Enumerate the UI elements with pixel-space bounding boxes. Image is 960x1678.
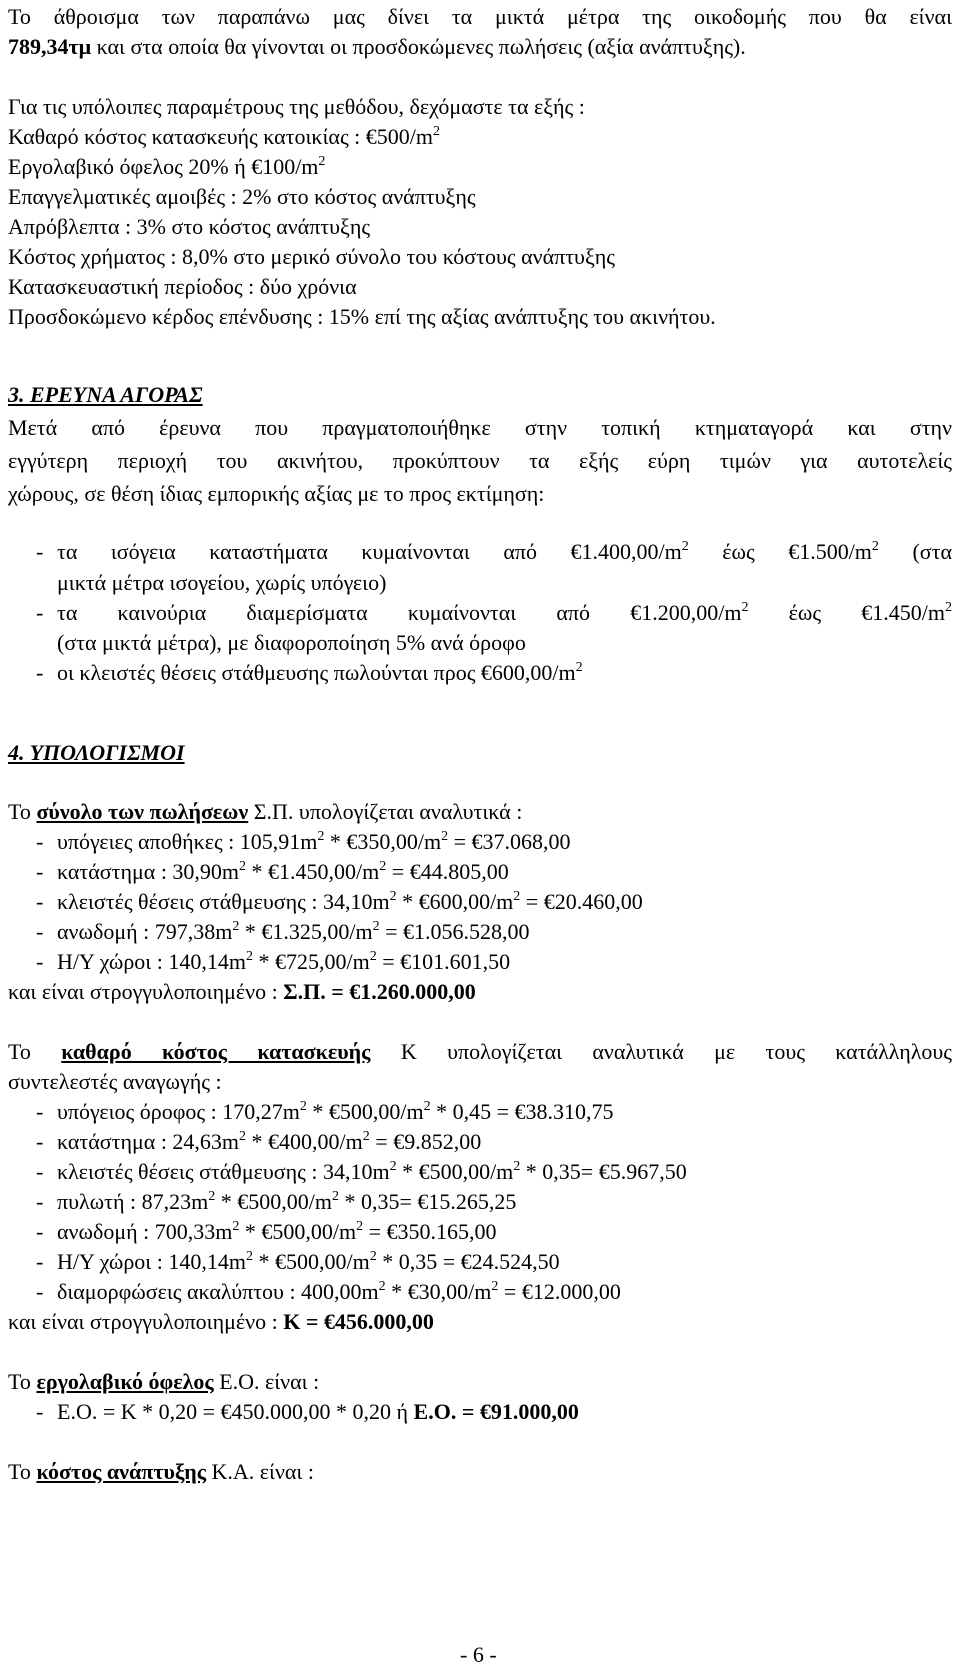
cost-total-value: Κ = €456.000,00 [283, 1309, 434, 1334]
dev-cost-intro: Το κόστος ανάπτυξης Κ.Α. είναι : [8, 1459, 314, 1484]
page-number: - 6 - [460, 1642, 497, 1667]
bullet-dash: - [36, 600, 44, 625]
cost-item-upper-floors: ανωδομή : $700,33m^2$ * $€500,00/m^2$ = €350.165,00 [57, 1219, 497, 1244]
param-period: Κατασκευαστική περίοδος : δύο χρόνια [8, 274, 357, 299]
market-item-shops: τα ισόγεια καταστήματα κυμαίνονται από $€1.400,00/m^2$ έως $€1.500/m^2$ (στα [57, 539, 952, 564]
market-item-apartments: τα καινούρια διαμερίσματα κυμαίνονται από $€1.200,00/m^2$ έως $€1.450/m^2$ [57, 600, 952, 625]
market-item-parking: οι κλειστές θέσεις στάθμευσης πωλούνται προς $€600,00/m^2$ [57, 660, 583, 685]
profit-total-value: Ε.Ο. = €91.000,00 [413, 1399, 579, 1424]
cost-intro-line-2: συντελεστές αναγωγής : [8, 1069, 222, 1094]
bullet-dash: - [36, 1159, 44, 1184]
bullet-dash: - [36, 949, 44, 974]
cost-item-shop: κατάστημα : $24,63m^2$ * $€400,00/m^2$ = €9.852,00 [57, 1129, 482, 1154]
bullet-dash: - [36, 1129, 44, 1154]
cost-item-landscaping: διαμορφώσεις ακαλύπτου : $400,00m^2$ * $€30,00/m^2$ = €12.000,00 [57, 1279, 621, 1304]
bullet-dash: - [36, 1249, 44, 1274]
cost-total: και είναι στρογγυλοποιημένο : Κ = €456.000,00 [8, 1309, 434, 1334]
bullet-dash: - [36, 829, 44, 854]
calc-heading: 4. ΥΠΟΛΟΓΙΣΜΟΙ [8, 740, 185, 765]
bullet-dash: - [36, 1099, 44, 1124]
profit-intro: Το εργολαβικό όφελος Ε.Ο. είναι : [8, 1369, 320, 1394]
market-paragraph-line-1: Μετά από έρευνα που πραγματοποιήθηκε στην τοπική κτηματαγορά και στην [8, 415, 952, 440]
sales-item-parking: κλειστές θέσεις στάθμευσης : $34,10m^2$ * $€600,00/m^2$ = €20.460,00 [57, 889, 643, 914]
sales-item-storage: υπόγειες αποθήκες : $105,91m^2$ * $€350,00/m^2$ = €37.068,00 [57, 829, 571, 854]
profit-calc: Ε.Ο. = Κ * 0,20 = €450.000,00 * 0,20 ή Ε.Ο. = €91.000,00 [57, 1399, 579, 1424]
intro-line-1: Το άθροισμα των παραπάνω μας δίνει τα μικτά μέτρα της οικοδομής που θα είναι [8, 4, 952, 29]
intro-line-2: 789,34τμ και στα οποία θα γίνονται οι προσδοκώμενες πωλήσεις (αξία ανάπτυξης). [8, 34, 746, 59]
total-area-value: 789,34τμ [8, 34, 92, 59]
bullet-dash: - [36, 539, 44, 564]
cost-item-mech-rooms: Η/Υ χώροι : $140,14m^2$ * $€500,00/m^2 * 0,35$ = €24.524,50 [57, 1249, 560, 1274]
bullet-dash: - [36, 859, 44, 884]
params-header: Για τις υπόλοιπες παραμέτρους της μεθόδου, δεχόμαστε τα εξής : [8, 94, 585, 119]
param-contractor-profit: Εργολαβικό όφελος 20% ή $€100/m^2$ [8, 154, 326, 179]
sales-total: και είναι στρογγυλοποιημένο : Σ.Π. = €1.260.000,00 [8, 979, 476, 1004]
cost-intro-line-1: Το καθαρό κόστος κατασκευής Κ υπολογίζεται αναλυτικά με τους κατάλληλους [8, 1039, 952, 1064]
param-fees: Επαγγελματικές αμοιβές : 2% στο κόστος ανάπτυξης [8, 184, 476, 209]
cost-item-pilotis: πυλωτή : $87,23m^2$ * $€500,00/m^2 * 0,35=$ €15.265,25 [57, 1189, 517, 1214]
param-construction-cost: Καθαρό κόστος κατασκευής κατοικίας : $€500/m^2$ [8, 124, 440, 149]
sales-total-value: Σ.Π. = €1.260.000,00 [283, 979, 476, 1004]
market-item-apartments-cont: (στα μικτά μέτρα), με διαφοροποίηση 5% ανά όροφο [57, 630, 526, 655]
bullet-dash: - [36, 1279, 44, 1304]
bullet-dash: - [36, 660, 44, 685]
market-heading: 3. ΕΡΕΥΝΑ ΑΓΟΡΑΣ [8, 382, 203, 407]
param-finance: Κόστος χρήματος : 8,0% στο μερικό σύνολο του κόστους ανάπτυξης [8, 244, 615, 269]
cost-item-basement: υπόγειος όροφος : $170,27m^2$ * $€500,00/m^2 * 0,45$ = €38.310,75 [57, 1099, 614, 1124]
cost-item-parking: κλειστές θέσεις στάθμευσης : $34,10m^2$ * $€500,00/m^2 * 0,35=$ €5.967,50 [57, 1159, 687, 1184]
param-contingency: Απρόβλεπτα : 3% στο κόστος ανάπτυξης [8, 214, 371, 239]
bullet-dash: - [36, 1189, 44, 1214]
sales-item-upper-floors: ανωδομή : $797,38m^2$ * $€1.325,00/m^2$ = €1.056.528,00 [57, 919, 530, 944]
market-item-shops-cont: μικτά μέτρα ισογείου, χωρίς υπόγειο) [57, 570, 387, 595]
sales-intro: Το σύνολο των πωλήσεων Σ.Π. υπολογίζεται αναλυτικά : [8, 799, 523, 824]
bullet-dash: - [36, 889, 44, 914]
sales-item-mech-rooms: Η/Υ χώροι : $140,14m^2$ * $€725,00/m^2$ = €101.601,50 [57, 949, 511, 974]
bullet-dash: - [36, 1219, 44, 1244]
market-paragraph-line-3: χώρους, σε θέση ίδιας εμπορικής αξίας με το προς εκτίμηση: [8, 481, 545, 506]
param-return: Προσδοκώμενο κέρδος επένδυσης : 15% επί της αξίας ανάπτυξης του ακινήτου. [8, 304, 716, 329]
sales-item-shop: κατάστημα : $30,90m^2$ * $€1.450,00/m^2$ = €44.805,00 [57, 859, 509, 884]
market-paragraph-line-2: εγγύτερη περιοχή του ακινήτου, προκύπτουν τα εξής εύρη τιμών για αυτοτελείς [8, 448, 952, 473]
bullet-dash: - [36, 919, 44, 944]
bullet-dash: - [36, 1399, 44, 1424]
